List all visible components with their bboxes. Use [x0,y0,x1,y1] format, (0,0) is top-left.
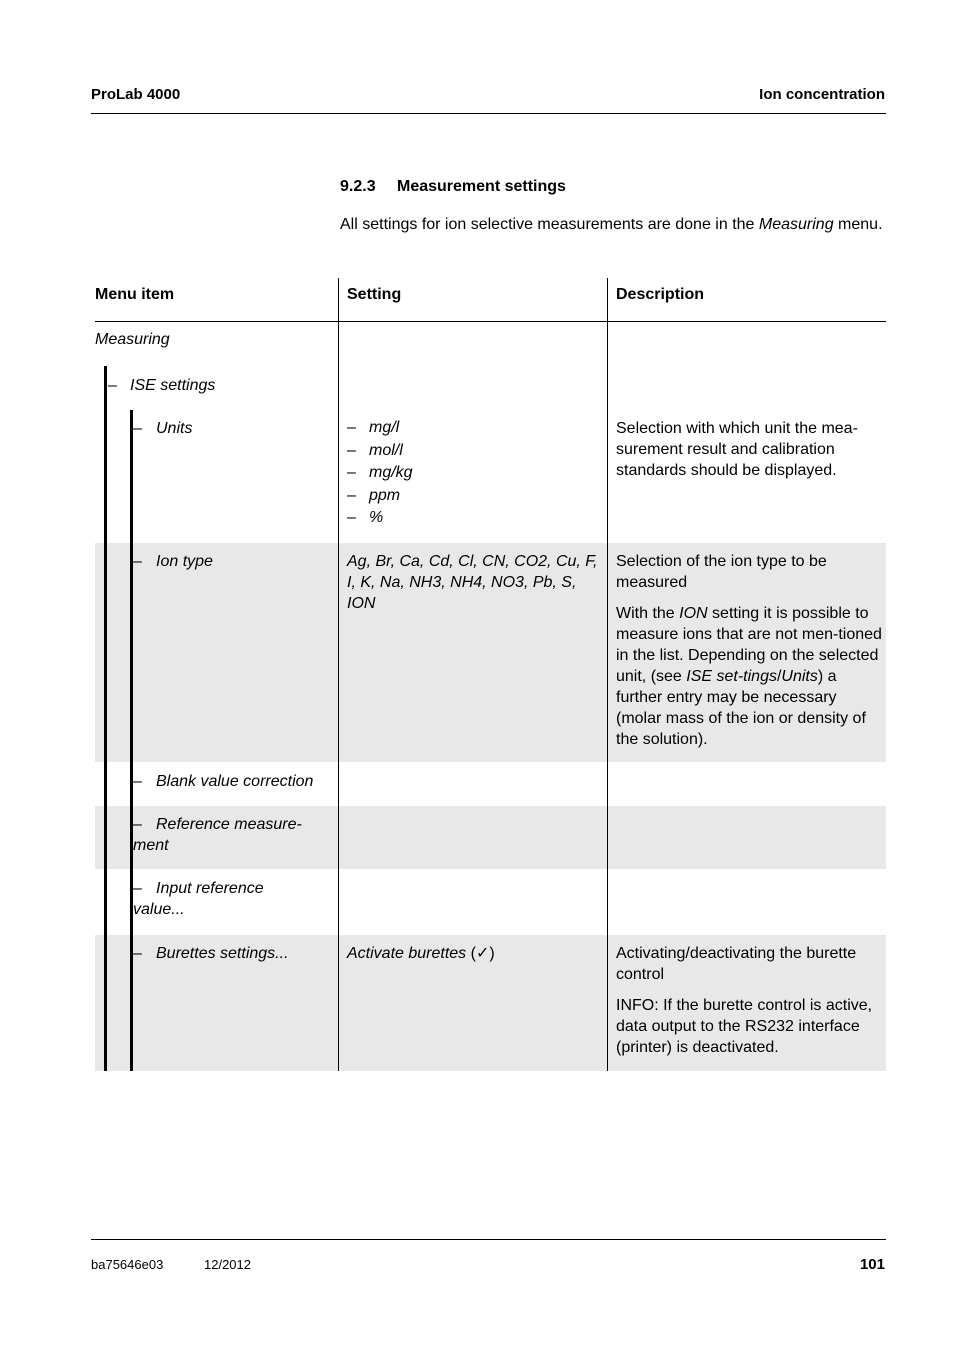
burettes-description-p1: Activating/deactivating the burette control [616,945,857,983]
menu-item-burettes-settings: Burettes settings... [156,945,289,962]
tree-bar-level-1 [104,366,107,1071]
ion-type-description-p1: Selection of the ion type to be measured [616,553,827,591]
tree-bar-level-2 [130,410,133,1071]
burettes-description-p2: INFO: If the burette control is active, data output to the RS232 interface (printer) is deactivated. [616,997,873,1056]
burettes-description [616,943,882,1068]
section-intro [340,214,886,235]
header-product: ProLab 4000 [91,86,181,103]
column-divider-1 [338,278,339,1071]
intro-text-end: menu. [833,216,883,233]
menu-item-reference-measurement-cont: ment [133,837,169,854]
list-item: – % [347,507,413,530]
column-header-setting: Setting [347,286,402,303]
menu-item-reference-measurement: Reference measure- [156,816,302,833]
menu-root-measuring: Measuring [95,331,170,348]
menu-dash: – [133,553,142,570]
description-text: / [776,668,782,685]
menu-item-units: Units [156,420,193,437]
menu-dash: – [108,377,117,394]
footer-doc-id: ba75646e03 [91,1257,164,1272]
menu-dash: – [133,816,142,833]
intro-text: All settings for ion selective measurements are done in the [340,216,759,233]
description-text: ) a further entry may be necessary (molar mass of the ion or density of the solution). [616,668,866,748]
ion-type-options: Ag, Br, Ca, Cd, Cl, CN, CO2, Cu, F, I, K, Na, NH3, NH4, NO3, Pb, S, ION [347,553,598,612]
ion-type-description-p2 [616,603,882,750]
menu-dash: – [133,945,142,962]
units-description: Selection with which unit the mea-surement result and calibration standards should be displayed. [616,420,858,479]
checkmark-icon: (✓) [470,945,495,962]
footer-rule [91,1239,886,1240]
header-rule [91,113,886,114]
units-options-list [347,417,413,530]
description-text: With the [616,605,680,622]
section-title-text: Measurement settings [397,178,566,195]
column-header-description: Description [616,286,705,303]
table-header-rule [95,321,886,322]
description-term: ION [679,605,708,622]
section-number: 9.2.3 [340,178,376,195]
menu-dash: – [133,773,142,790]
list-item: – ppm [347,485,413,508]
menu-group-ise-settings: ISE settings [130,377,216,394]
list-item: – mg/l [347,417,413,440]
burettes-setting [347,943,495,964]
menu-dash: – [133,880,142,897]
list-item: – mg/kg [347,462,413,485]
description-text: setting it is possible to measure ions that are not men-tioned in the list. Depending on the selected unit, (see [616,605,882,685]
menu-item-ion-type: Ion type [156,553,213,570]
description-term: ISE set-tings [686,668,777,685]
page-number: 101 [859,1256,885,1273]
menu-dash: – [133,420,142,437]
section-title [340,178,566,196]
menu-item-input-reference-value: Input reference [156,880,264,897]
footer-date: 12/2012 [204,1257,251,1272]
list-item: – mol/l [347,440,413,463]
header-chapter: Ion concentration [759,86,885,103]
intro-menu-name: Measuring [758,216,834,233]
column-header-menu-item: Menu item [95,286,175,303]
burettes-setting-label: Activate burettes [347,945,467,962]
ion-type-description [616,551,882,760]
description-term: Units [781,668,818,685]
menu-item-input-reference-value-cont: value... [133,901,185,918]
menu-item-blank-value-correction: Blank value correction [156,773,314,790]
column-divider-2 [607,278,608,1071]
